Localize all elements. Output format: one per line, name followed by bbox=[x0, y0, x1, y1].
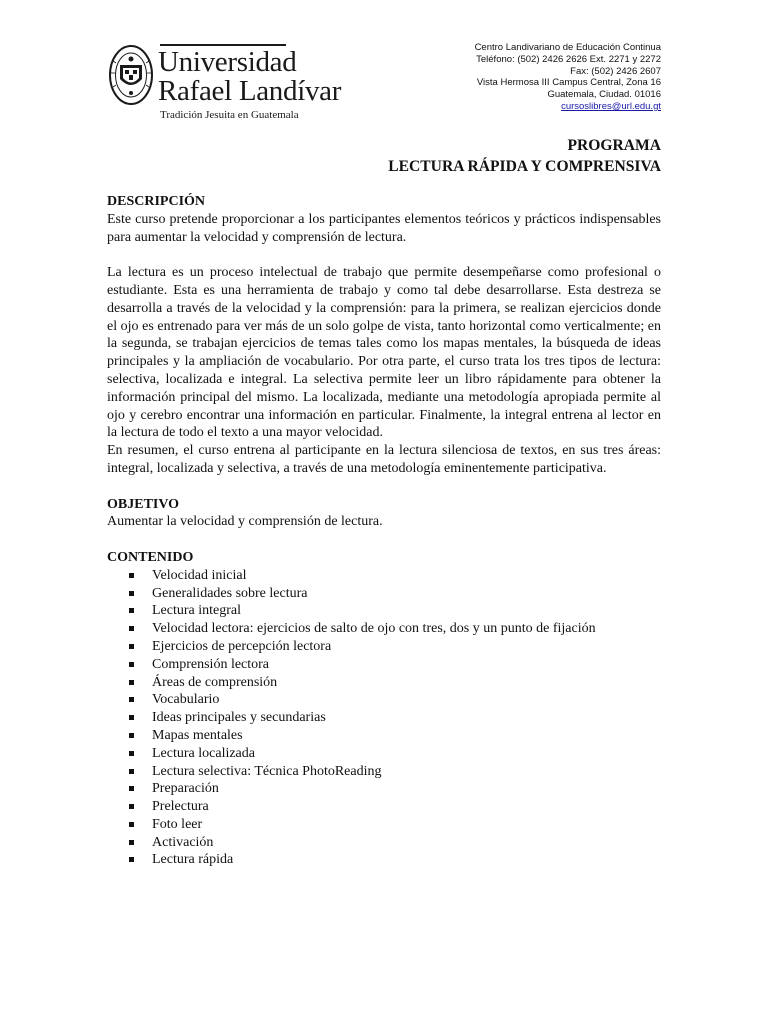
list-item bbox=[107, 834, 661, 852]
list-item-text: Foto leer bbox=[152, 816, 203, 832]
logo-name-line1: Universidad bbox=[158, 46, 297, 78]
document-body bbox=[107, 193, 661, 869]
list-item bbox=[107, 780, 661, 798]
list-item bbox=[107, 674, 661, 692]
list-item-text: Comprensión lectora bbox=[152, 656, 270, 672]
list-item bbox=[107, 745, 661, 763]
list-item bbox=[107, 602, 661, 620]
contenido-heading: CONTENIDO bbox=[107, 549, 194, 565]
list-item bbox=[107, 585, 661, 603]
objetivo-heading: OBJETIVO bbox=[107, 496, 180, 512]
list-item bbox=[107, 656, 661, 674]
list-item-text: Activación bbox=[152, 834, 214, 850]
list-item-text: Lectura localizada bbox=[152, 745, 255, 761]
spacer bbox=[107, 531, 661, 549]
university-seal-icon bbox=[108, 43, 154, 107]
bullet-icon bbox=[129, 573, 134, 578]
contact-address-line2: Guatemala, Ciudad. 01016 bbox=[547, 89, 661, 101]
program-title bbox=[388, 135, 661, 177]
bullet-icon bbox=[129, 857, 134, 862]
list-item-text: Áreas de comprensión bbox=[152, 674, 278, 690]
list-item-text: Generalidades sobre lectura bbox=[152, 585, 308, 601]
descripcion-paragraph-2: La lectura es un proceso intelectual de trabajo que permite desempeñarse como profesional o estudiante. Esta es una herramienta de trabajo y como tal debe desarrollarse. Esta destreza se desarrolla a través de la velocidad y la comprensión: para la primera, se realizan ejercicios donde el ojo es entrenado para ver más de un solo golpe de vista, tanto horizontal como verticalmente; en la segunda, se trabajan ejercicios de temas tales como los mapas mentales, la búsqueda de ideas principales y la ampliación de vocabulario. Por otra parte, el curso trata los tres tipos de lectura: selectiva, localizada e integral. La selectiva permite leer un libro rápidamente para obtener la información principal del mismo. La localizada, mediante una metodología apropiada permite al ojo y cerebro encontrar una información en particular. Finalmente, la integral entrena al lector en la lectura de todo el texto a una mayor velocidad. bbox=[107, 265, 661, 441]
bullet-icon bbox=[129, 591, 134, 596]
list-item-text: Mapas mentales bbox=[152, 727, 243, 743]
descripcion-paragraph-1: Este curso pretende proporcionar a los participantes elementos teóricos y prácticos indispensables para aumentar la velocidad y comprensión de lectura. bbox=[107, 211, 661, 245]
descripcion-heading: DESCRIPCIÓN bbox=[107, 194, 206, 209]
list-item-text: Vocabulario bbox=[152, 692, 220, 708]
list-item bbox=[107, 638, 661, 656]
bullet-icon bbox=[129, 644, 134, 649]
bullet-icon bbox=[129, 626, 134, 631]
bullet-icon bbox=[129, 608, 134, 613]
bullet-icon bbox=[129, 733, 134, 738]
logo-name-line2: Rafael Landívar bbox=[158, 75, 342, 107]
list-item bbox=[107, 727, 661, 745]
list-item bbox=[107, 691, 661, 709]
descripcion-paragraph-3: En resumen, el curso entrena al participante en la lectura silenciosa de textos, en sus tres áreas: integral, localizada y selectiva, a través de una metodología eminentemente participativa. bbox=[107, 443, 661, 476]
bullet-icon bbox=[129, 680, 134, 685]
list-item-text: Ejercicios de percepción lectora bbox=[152, 638, 332, 654]
bullet-icon bbox=[129, 751, 134, 756]
objetivo-text: Aumentar la velocidad y comprensión de lectura. bbox=[107, 514, 383, 530]
bullet-icon bbox=[129, 822, 134, 827]
list-item-text: Lectura selectiva: Técnica PhotoReading bbox=[152, 763, 382, 779]
program-title-line2: LECTURA RÁPIDA Y COMPRENSIVA bbox=[388, 158, 661, 175]
bullet-icon bbox=[129, 804, 134, 809]
list-item-text: Ideas principales y secundarias bbox=[152, 710, 326, 726]
list-item-text: Velocidad lectora: ejercicios de salto de ojo con tres, dos y un punto de fijación bbox=[152, 621, 596, 637]
university-logo bbox=[108, 41, 342, 125]
bullet-icon bbox=[129, 786, 134, 791]
list-item bbox=[107, 763, 661, 781]
list-item bbox=[107, 798, 661, 816]
logo-tagline: Tradición Jesuita en Guatemala bbox=[160, 109, 299, 121]
contact-center: Centro Landivariano de Educación Continua bbox=[474, 42, 661, 53]
spacer bbox=[107, 478, 661, 496]
list-item bbox=[107, 816, 661, 834]
bullet-icon bbox=[129, 769, 134, 774]
list-item bbox=[107, 851, 661, 869]
bullet-icon bbox=[129, 662, 134, 667]
program-title-line1: PROGRAMA bbox=[567, 137, 661, 154]
list-item-text: Velocidad inicial bbox=[152, 567, 247, 583]
list-item bbox=[107, 567, 661, 585]
bullet-icon bbox=[129, 697, 134, 702]
contact-address-line1: Vista Hermosa III Campus Central, Zona 16 bbox=[476, 77, 661, 89]
list-item-text: Lectura integral bbox=[152, 603, 242, 619]
list-item bbox=[107, 620, 661, 638]
list-item-text: Preparación bbox=[152, 781, 219, 797]
bullet-icon bbox=[129, 840, 134, 845]
spacer bbox=[107, 246, 661, 264]
list-item bbox=[107, 709, 661, 727]
bullet-icon bbox=[129, 715, 134, 720]
contact-block bbox=[361, 42, 661, 113]
contact-email-link[interactable]: cursoslibres@url.edu.gt bbox=[561, 100, 661, 112]
list-item-text: Lectura rápida bbox=[152, 852, 234, 868]
contenido-list bbox=[107, 567, 661, 870]
contact-phone: Teléfono: (502) 2426 2626 Ext. 2271 y 2272 bbox=[476, 53, 661, 65]
contact-fax: Fax: (502) 2426 2607 bbox=[570, 65, 661, 77]
list-item-text: Prelectura bbox=[152, 799, 209, 815]
